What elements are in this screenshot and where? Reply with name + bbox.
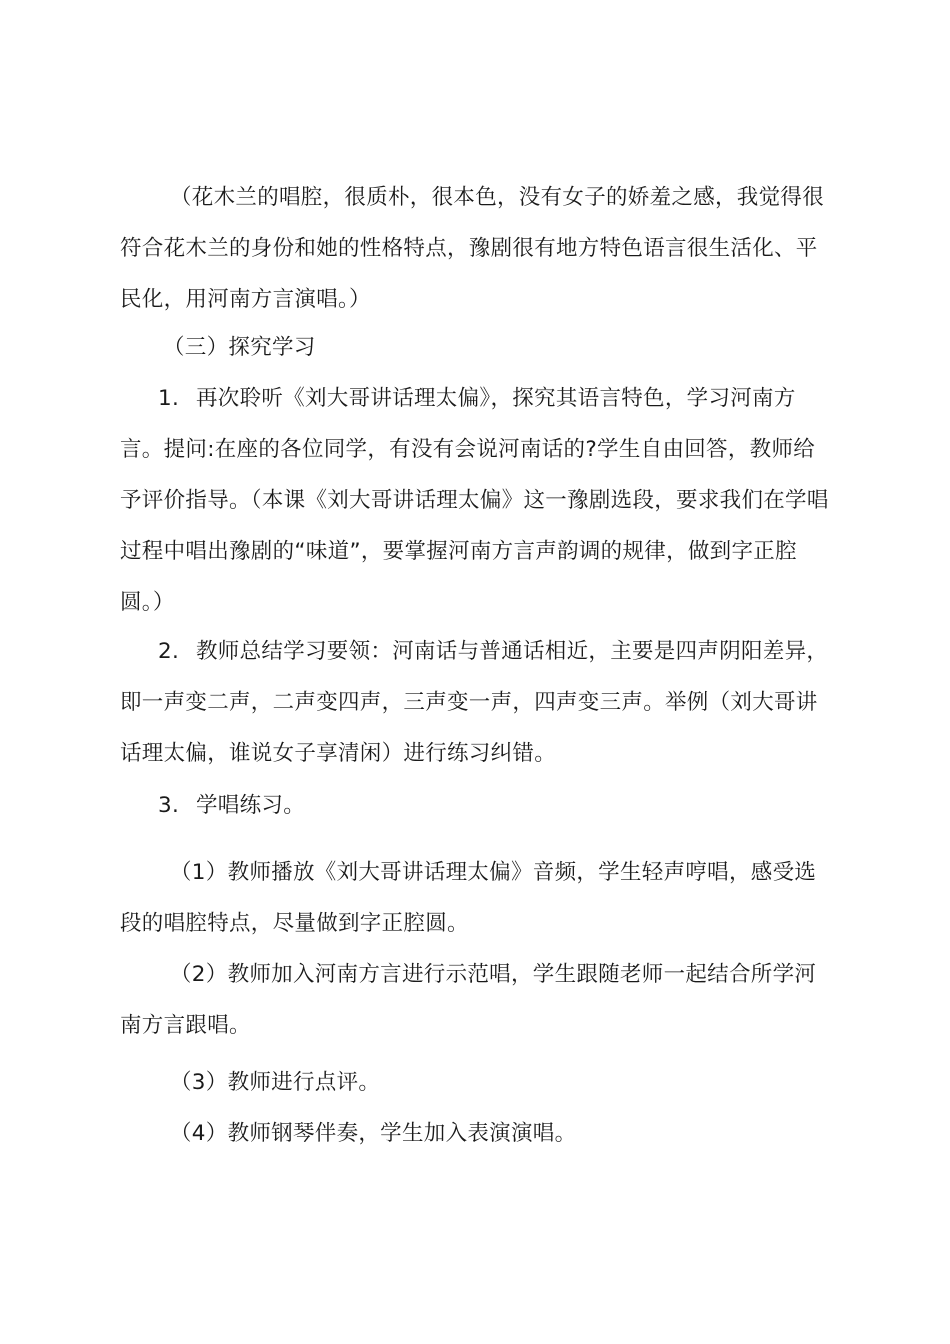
list-item-2-text: 教师总结学习要领：河南话与普通话相近，主要是四声阴阳差异，即一声变二声，二声变四声，三声变一声，四声变三声。举例（刘大哥讲话理太偏，谁说女子享清闲）进行练习纠错。 — [120, 639, 829, 766]
list-item-3 — [120, 780, 832, 831]
sub-item-3: （3）教师进行点评。 — [170, 1070, 381, 1095]
list-item-2-number: 2. — [158, 639, 180, 664]
list-item-3-text: 学唱练习。 — [196, 793, 306, 818]
list-item-1-number: 1. — [158, 386, 180, 411]
list-item-1-text: 再次聆听《刘大哥讲话理太偏》，探究其语言特色，学习河南方言。提问:在座的各位同学，有没有会说河南话的?学生自由回答，教师给予评价指导。（本课《刘大哥讲话理太偏》这一豫剧选段，要求我们在学唱过程中唱出豫剧的“味道”，要掌握河南方言声韵调的规律，做到字正腔圆。） — [120, 386, 829, 615]
sub-item-1: （1）教师播放《刘大哥讲话理太偏》音频，学生轻声哼唱，感受选段的唱腔特点，尽量做到字正腔圆。 — [120, 860, 817, 936]
list-item-3-number: 3. — [158, 793, 180, 818]
list-item-1 — [120, 373, 832, 628]
sub-item-4: （4）教师钢琴伴奏，学生加入表演演唱。 — [170, 1121, 577, 1146]
list-item-2 — [120, 626, 832, 779]
sub-item-2: （2）教师加入河南方言进行示范唱，学生跟随老师一起结合所学河南方言跟唱。 — [120, 962, 817, 1038]
section-heading-inquiry-learning: （三）探究学习 — [163, 335, 316, 360]
paragraph-mulan-singing: （花木兰的唱腔，很质朴，很本色，没有女子的娇羞之感，我觉得很符合花木兰的身份和她的性格特点，豫剧很有地方特色语言很生活化、平民化，用河南方言演唱。） — [120, 185, 825, 312]
